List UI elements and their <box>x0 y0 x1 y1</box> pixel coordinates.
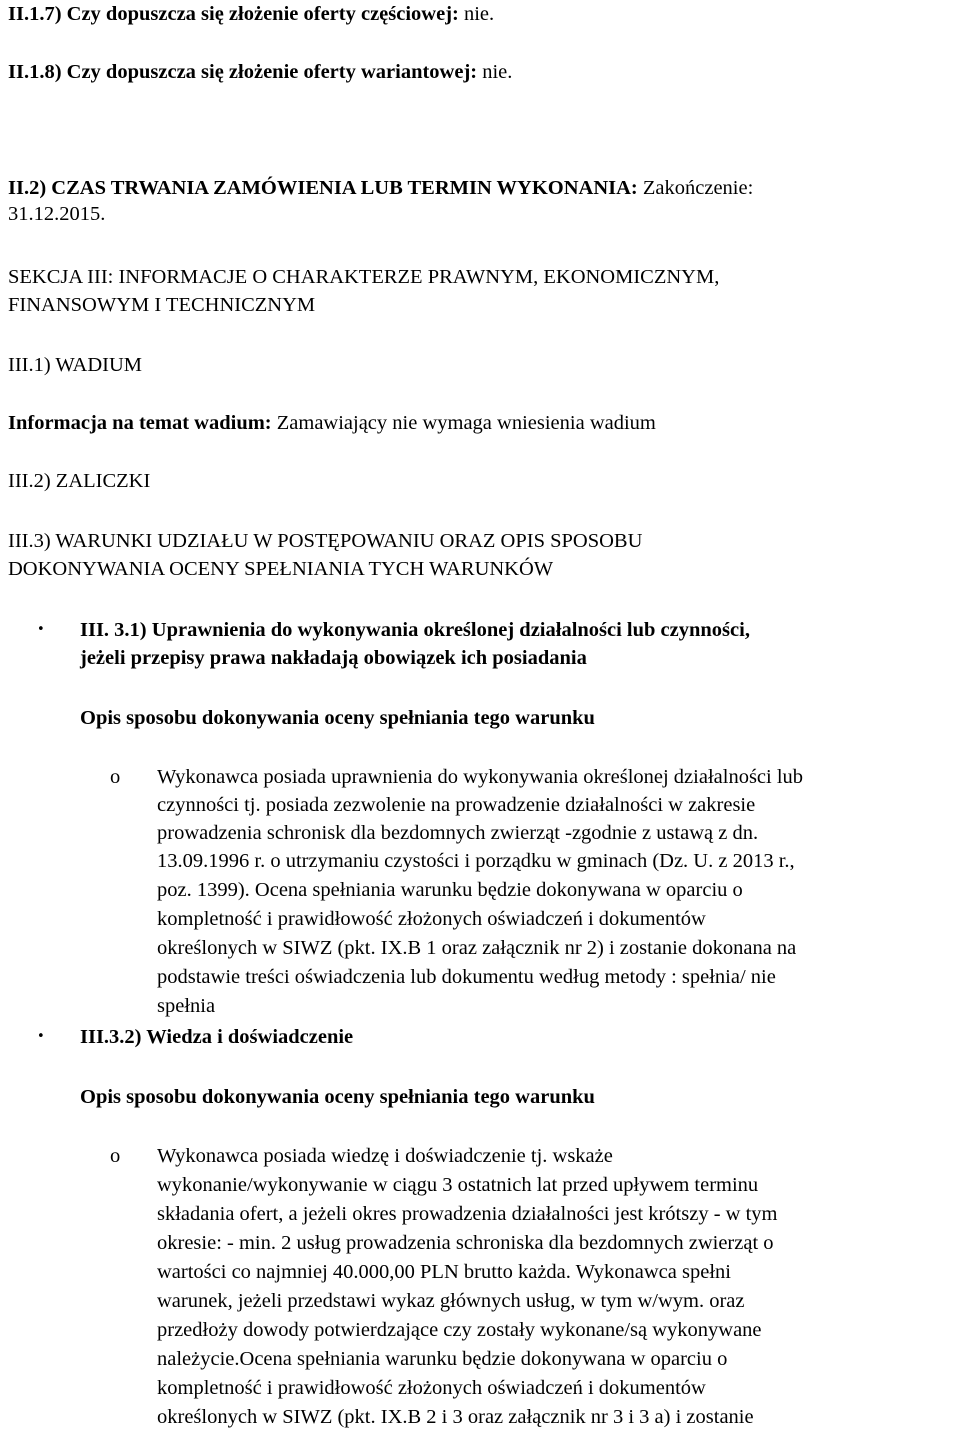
warunki-heading-line2: DOKONYWANIA OCENY SPEŁNIANIA TYCH WARUNKÓW <box>8 558 554 580</box>
bullet-icon: • <box>37 1029 45 1044</box>
item2-line: określonych w SIWZ (pkt. IX.B 2 i 3 oraz załącznik nr 3 i 3 a) i zostanie <box>157 1406 754 1428</box>
sub-bullet-icon: o <box>110 766 121 788</box>
wadium-info <box>8 410 656 436</box>
warunki-heading-line1: III.3) WARUNKI UDZIAŁU W POSTĘPOWANIU ORAZ OPIS SPOSOBU <box>8 530 643 552</box>
item2-line: warunek, jeżeli przedstawi wykaz głównych usług, w tym w/wym. oraz <box>157 1290 745 1312</box>
label: II.1.7) Czy dopuszcza się złożenie oferty częściowej: <box>8 3 459 25</box>
item1-line: podstawie treści oświadczenia lub dokumentu według metody : spełnia/ nie <box>157 966 776 988</box>
sub-bullet-icon: o <box>110 1145 121 1167</box>
label: Informacja na temat wadium: <box>8 412 272 434</box>
item1-line: poz. 1399). Ocena spełniania warunku będzie dokonywana w oparciu o <box>157 879 743 901</box>
paragraph-variant-offer <box>8 59 512 85</box>
item2-line: Wykonawca posiada wiedzę i doświadczenie tj. wskaże <box>157 1145 613 1167</box>
item1-line: prowadzenia schronisk dla bezdomnych zwierząt -zgodnie z ustawą z dn. <box>157 822 759 844</box>
item2-line: wykonanie/wykonywanie w ciągu 3 ostatnich lat przed upływem terminu <box>157 1174 759 1196</box>
value: Zakończenie: <box>637 177 754 199</box>
item1-line: spełnia <box>157 995 216 1017</box>
paragraph-duration <box>8 175 753 201</box>
item1-line: czynności tj. posiada zezwolenie na prowadzenie działalności w zakresie <box>157 794 756 816</box>
item2-line: wartości co najmniej 40.000,00 PLN brutto każda. Wykonawca spełni <box>157 1261 731 1283</box>
bullet-icon: • <box>37 622 45 637</box>
item1-line: Wykonawca posiada uprawnienia do wykonywania określonej działalności lub <box>157 766 804 788</box>
item1-line: kompletność i prawidłowość złożonych oświadczeń i dokumentów <box>157 908 706 930</box>
item2-heading: III.3.2) Wiedza i doświadczenie <box>80 1026 354 1048</box>
item2-opis: Opis sposobu dokonywania oceny spełniania tego warunku <box>80 1086 595 1108</box>
item2-line: składania ofert, a jeżeli okres prowadzenia działalności jest krótszy - w tym <box>157 1203 778 1225</box>
item1-heading-line1: III. 3.1) Uprawnienia do wykonywania określonej działalności lub czynności, <box>80 619 750 641</box>
wadium-heading: III.1) WADIUM <box>8 354 142 376</box>
item2-line: należycie.Ocena spełniania warunku będzie dokonywana w oparciu o <box>157 1348 728 1370</box>
value: nie. <box>477 61 513 83</box>
label: II.2) CZAS TRWANIA ZAMÓWIENIA LUB TERMIN WYKONANIA: <box>8 177 638 199</box>
paragraph-partial-offer <box>8 1 494 27</box>
value: nie. <box>458 3 495 25</box>
item2-line: okresie: - min. 2 usług prowadzenia schroniska dla bezdomnych zwierząt o <box>157 1232 774 1254</box>
paragraph-duration-date: 31.12.2015. <box>8 203 106 225</box>
item1-heading-line2: jeżeli przepisy prawa nakładają obowiązek ich posiadania <box>80 647 587 669</box>
zaliczki-heading: III.2) ZALICZKI <box>8 470 151 492</box>
label: II.1.8) Czy dopuszcza się złożenie oferty wariantowej: <box>8 61 478 83</box>
item1-line: 13.09.1996 r. o utrzymaniu czystości i porządku w gminach (Dz. U. z 2013 r., <box>157 850 795 872</box>
item1-line: określonych w SIWZ (pkt. IX.B 1 oraz załącznik nr 2) i zostanie dokonana na <box>157 937 797 959</box>
item1-opis: Opis sposobu dokonywania oceny spełniania tego warunku <box>80 707 595 729</box>
item2-line: przedłoży dowody potwierdzające czy zostały wykonane/są wykonywane <box>157 1319 762 1341</box>
section-heading-line1: SEKCJA III: INFORMACJE O CHARAKTERZE PRAWNYM, EKONOMICZNYM, <box>8 266 720 288</box>
item2-line: kompletność i prawidłowość złożonych oświadczeń i dokumentów <box>157 1377 706 1399</box>
section-heading-line2: FINANSOWYM I TECHNICZNYM <box>8 294 316 316</box>
value: Zamawiający nie wymaga wniesienia wadium <box>271 412 656 434</box>
